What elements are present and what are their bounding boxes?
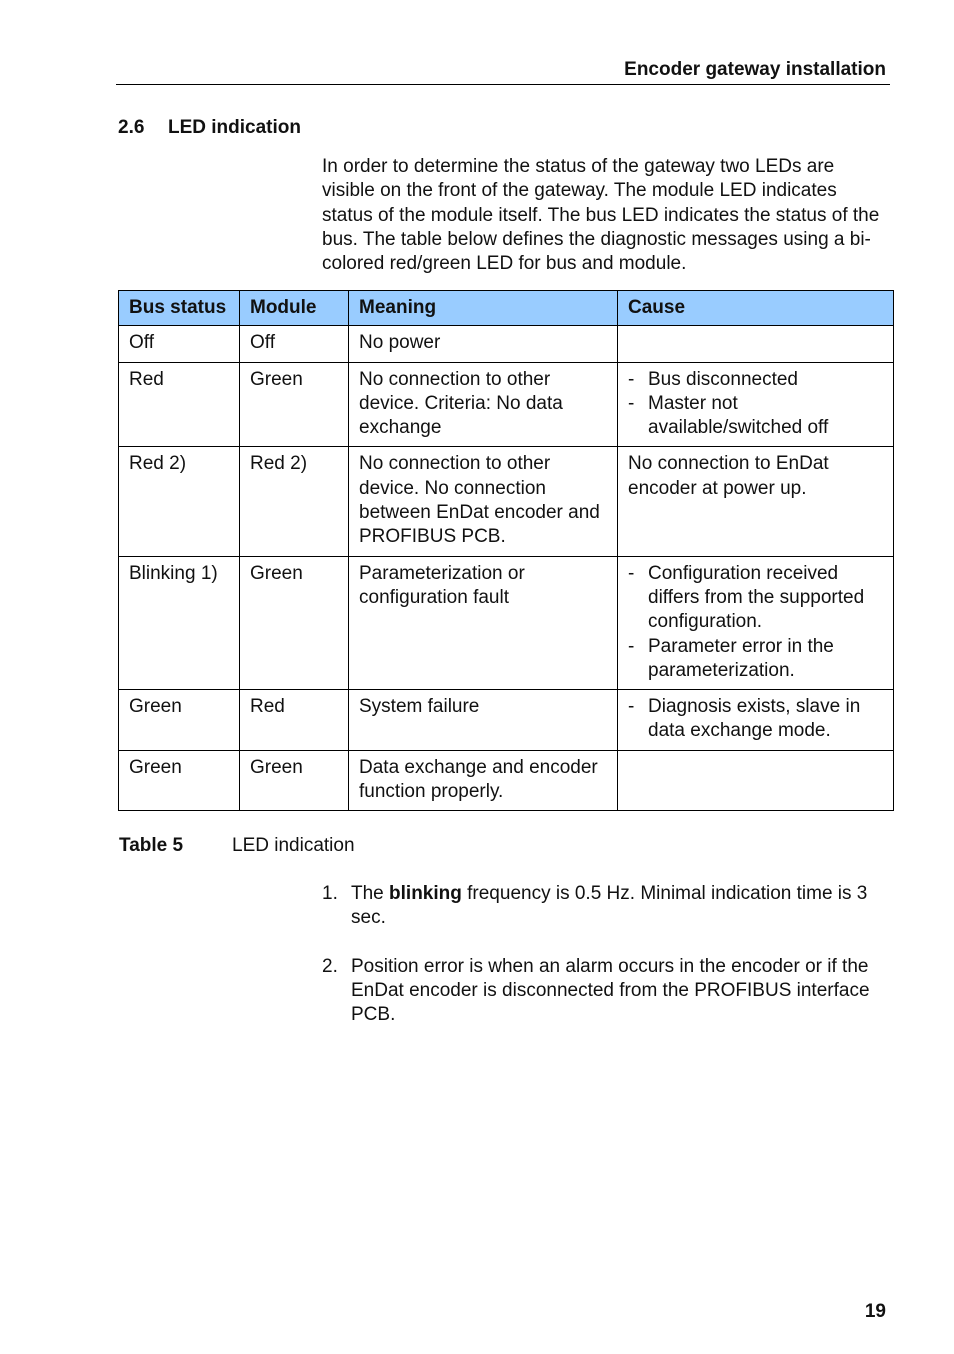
cell-meaning: Data exchange and encoder function properly. (349, 750, 618, 811)
cell-meaning: No connection to other device. No connection between EnDat encoder and PROFIBUS PCB. (349, 447, 618, 556)
table-row (119, 750, 894, 811)
cell-bus-status: Green (119, 690, 240, 751)
intro-paragraph: In order to determine the status of the gateway two LEDs are visible on the front of the gateway. The module LED indicates status of the module itself. The bus LED indicates the status of the bus. The table below defines the diagnostic messages using a bi-colored red/green LED for bus and module. (322, 156, 880, 275)
caption-text: LED indication (232, 835, 355, 856)
cell-cause: No connection to EnDat encoder at power up. (618, 447, 894, 556)
caption-label: Table 5 (119, 835, 184, 856)
column-header-meaning: Meaning (349, 291, 618, 326)
cell-meaning: No connection to other device. Criteria: No data exchange (349, 362, 618, 447)
cause-list-item: - Bus disconnected (628, 368, 883, 392)
table-row (119, 556, 894, 689)
cell-meaning: Parameterization or configuration fault (349, 556, 618, 689)
cell-meaning: System failure (349, 690, 618, 751)
table-body (119, 326, 894, 811)
column-header-bus-status: Bus status (119, 291, 240, 326)
cell-module: Green (240, 362, 349, 447)
section-title: LED indication (168, 117, 301, 138)
cell-meaning: No power (349, 326, 618, 362)
header-rule (116, 84, 890, 85)
table-row (119, 447, 894, 556)
cell-bus-status: Blinking 1) (119, 556, 240, 689)
cause-list (628, 695, 883, 744)
column-header-module: Module (240, 291, 349, 326)
table-caption (119, 835, 355, 857)
cell-bus-status: Red 2) (119, 447, 240, 556)
cell-module: Green (240, 556, 349, 689)
cell-bus-status: Off (119, 326, 240, 362)
cell-cause (618, 750, 894, 811)
cell-module: Off (240, 326, 349, 362)
footnote-number: 2. (322, 955, 338, 977)
led-indication-table (118, 290, 894, 811)
cause-list-item: - Diagnosis exists, slave in data exchange mode. (628, 695, 883, 744)
footnote-number: 1. (322, 883, 338, 904)
cause-list-item: - Parameter error in the parameterization. (628, 635, 883, 684)
section-number: 2.6 (118, 117, 145, 138)
table-row (119, 690, 894, 751)
footnote-text: Position error is when an alarm occurs in the encoder or if the EnDat encoder is disconnected from the PROFIBUS interface PCB. (351, 955, 870, 1026)
section-heading (118, 117, 301, 139)
cause-list-item: - Configuration received differs from the supported configuration. (628, 562, 883, 635)
cell-cause (618, 556, 894, 689)
cause-list (628, 368, 883, 441)
cell-module: Red (240, 690, 349, 751)
cause-list-item: - Master not available/switched off (628, 392, 883, 441)
cell-module: Red 2) (240, 447, 349, 556)
footnote-text: The (351, 883, 390, 904)
footnotes-list (322, 882, 882, 1051)
footnote-item (322, 882, 882, 931)
footnote-item (322, 955, 882, 1028)
cause-list (628, 562, 883, 683)
cell-cause (618, 362, 894, 447)
table-header-row (119, 291, 894, 326)
table-row (119, 326, 894, 362)
running-header-title: Encoder gateway installation (624, 59, 886, 80)
page-number: 19 (864, 1301, 886, 1322)
footnote-text-cont: frequency is 0.5 Hz. Minimal indication time is 3 sec. (351, 883, 868, 929)
table-row (119, 362, 894, 447)
footnote-bold-text: blinking (389, 883, 462, 904)
cell-module: Green (240, 750, 349, 811)
cell-bus-status: Red (119, 362, 240, 447)
cell-cause (618, 690, 894, 751)
cell-cause (618, 326, 894, 362)
column-header-cause: Cause (618, 291, 894, 326)
cell-bus-status: Green (119, 750, 240, 811)
